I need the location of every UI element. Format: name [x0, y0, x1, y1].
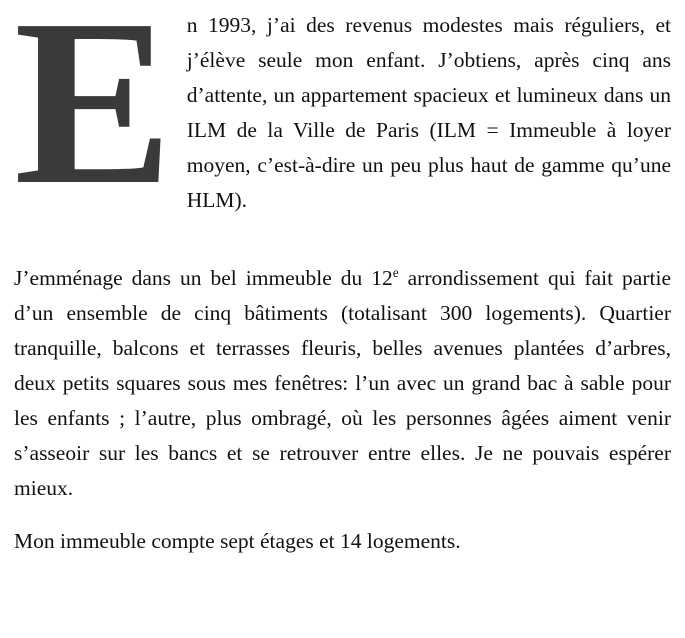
drop-cap-letter: E [14, 0, 171, 234]
paragraph-1-text: n 1993, j’ai des revenus modestes mais réguliers, et j’élève seule mon enfant. J’obtiens, après cinq ans d’attente, un appartement spacieux et lumineux dans un ILM de la Ville de Paris (ILM = Immeuble à loyer moyen, c’est-à-dire un peu plus haut de gamme qu’une HLM). [186, 13, 671, 212]
paragraph-3: Mon immeuble compte sept étages et 14 logements. [14, 529, 461, 553]
paragraph-2-text-part1: J’emménage dans un bel immeuble du 12 [14, 266, 393, 290]
paragraph-2-text-part2: arrondissement qui fait partie d’un ensemble de cinq bâtiments (totalisant 300 logements). Quartier tranquille, balcons et terrasses fleuris, belles avenues plantées d’arbres, deux petits squares sous mes fenêtres: l’un avec un grand bac à sable pour les enfants ; l’autre, plus ombragé, où les personnes âgées aiment venir s’asseoir sur les bancs et se retrouver entre elles. Je ne pouvais espérer mieux. [14, 266, 671, 500]
paragraph-2 [14, 261, 671, 506]
paragraph-1 [14, 0, 671, 243]
ordinal-suffix: e [392, 264, 399, 280]
